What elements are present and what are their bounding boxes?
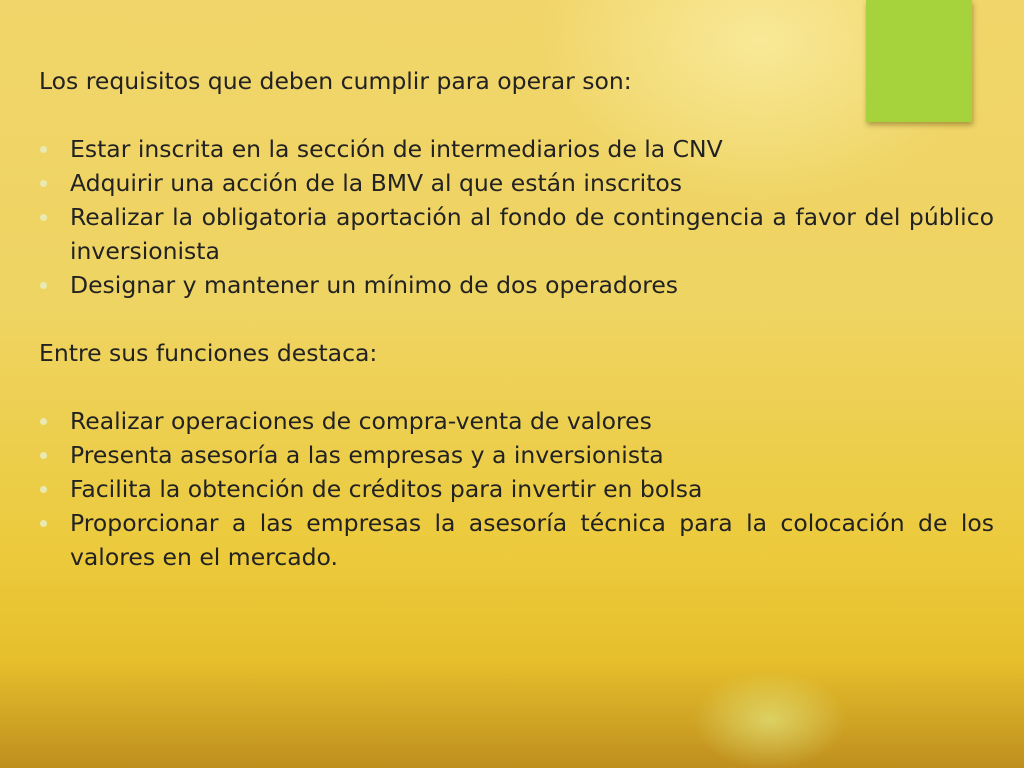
list-item (39, 506, 994, 574)
bullet-icon (40, 180, 47, 187)
functions-list (39, 404, 994, 574)
list-item-text: Estar inscrita en la sección de intermediarios de la CNV (70, 135, 723, 163)
list-item-text: Proporcionar a las empresas la asesoría técnica para la colocación de los valores en el mercado. (70, 509, 994, 571)
list-item-text: Presenta asesoría a las empresas y a inversionista (70, 441, 664, 469)
list-item (39, 472, 994, 506)
list-item-text: Realizar la obligatoria aportación al fondo de contingencia a favor del público inversionista (70, 203, 994, 265)
bullet-icon (40, 214, 47, 221)
functions-heading: Entre sus funciones destaca: (39, 339, 378, 367)
spacer (39, 302, 994, 336)
list-item (39, 404, 994, 438)
slide-content (39, 64, 994, 574)
spacer (39, 98, 994, 132)
list-item-text: Designar y mantener un mínimo de dos operadores (70, 271, 679, 299)
spacer (39, 370, 994, 404)
list-item-text: Realizar operaciones de compra-venta de valores (70, 407, 652, 435)
list-item (39, 200, 994, 268)
requirements-list (39, 132, 994, 302)
requirements-heading: Los requisitos que deben cumplir para operar son: (39, 67, 632, 95)
bullet-icon (40, 452, 47, 459)
list-item (39, 268, 994, 302)
list-item (39, 166, 994, 200)
bullet-icon (40, 486, 47, 493)
list-item (39, 438, 994, 472)
bullet-icon (40, 418, 47, 425)
list-item-text: Adquirir una acción de la BMV al que están inscritos (70, 169, 683, 197)
list-item (39, 132, 994, 166)
bullet-icon (40, 282, 47, 289)
bullet-icon (40, 146, 47, 153)
list-item-text: Facilita la obtención de créditos para invertir en bolsa (70, 475, 703, 503)
bullet-icon (40, 520, 47, 527)
